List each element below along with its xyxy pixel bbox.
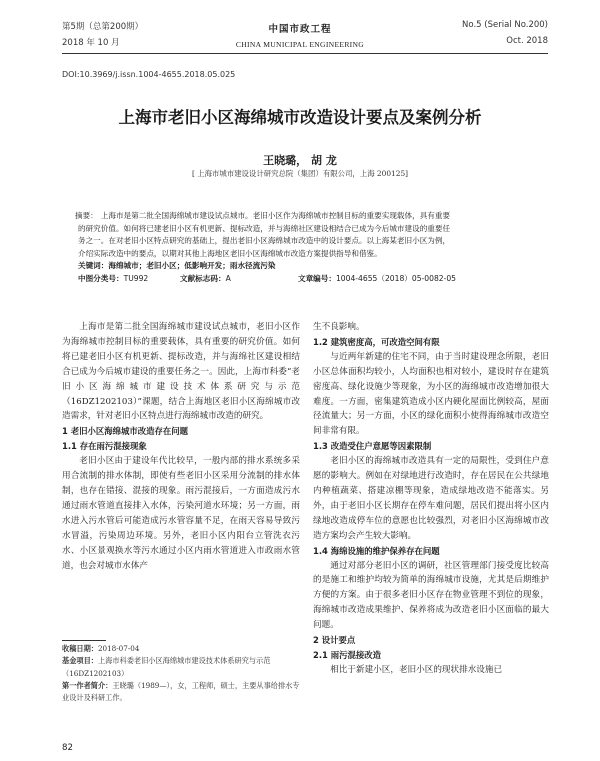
paragraph: 相比于新建小区，老旧小区的现状排水设施已 <box>330 664 503 675</box>
author-bio-label: 第一作者简介： <box>62 680 113 690</box>
paper-title: 上海市老旧小区海绵城市改造设计要点及案例分析 <box>118 108 482 127</box>
abstract-line: 的研究价值。如何将已建老旧小区有机更新、提标改造，并与海绵社区建设相结合已成为今后城市建设的重要任 <box>78 223 451 233</box>
header-rule <box>62 53 548 54</box>
right-column <box>313 320 549 678</box>
doi: DOI:10.3969/j.issn.1004-4655.2018.05.025 <box>62 70 236 79</box>
abstract-block <box>75 210 530 286</box>
journal-logo-text: 中国市政工程 <box>268 24 332 35</box>
abstract-line: 务之一。在对老旧小区特点研究的基础上，提出老旧小区海绵城市改造中的设计要点。以上海某老旧小区为例， <box>78 236 451 246</box>
doc-code-label: 文献标志码： <box>180 273 226 283</box>
subsection-heading: 2.1 雨污混接改造 <box>313 649 382 660</box>
paragraph: 通过对部分老旧小区的调研，社区管理部门接受度比较高的是施工和维护均较为简单的海绵城市设施，尤其是后期维护方便的方案。由于很多老旧小区存在物业管理不到位的现象，海绵城市改造成果维护、保养将成为改造老旧小区面临的最大问题。 <box>313 560 549 631</box>
paragraph: 老旧小区的海绵城市改造具有一定的局限性，受到住户意愿的影响大。例如在对绿地进行改造时，存在居民在公共绿地内种植蔬菜、搭建凉棚等现象，造成绿地改造不能落实。另外，由于老旧小区长期存在停车难问题，居民们提出将小区内绿地改造成停车位的意愿也比较强烈，对老旧小区海绵城市改造方案均会产生较大影响。 <box>313 456 549 541</box>
article-no-label: 文章编号： <box>298 273 336 283</box>
footnotes <box>62 643 302 704</box>
subsection-heading: 1.2 建筑密度高，可改造空间有限 <box>313 336 440 347</box>
keywords-label: 关键词： <box>78 261 109 271</box>
publication-date: 2018 年 10 月 <box>62 38 120 48</box>
received-date: 2018-07-04 <box>97 644 140 653</box>
section-heading: 2 设计要点 <box>313 635 356 646</box>
clc-label: 中图分类号： <box>78 273 124 283</box>
subsection-heading: 1.4 海绵设施的维护保养存在问题 <box>313 545 440 556</box>
clc-value: TU992 <box>123 273 149 283</box>
paragraph: 老旧小区由于建设年代比较早，一般内部的排水系统多采用合流制的排水体制，即使有些老旧小区采用分流制的排水体制，也存在错接、混接的现象。雨污混接后，一方面造成污水通过雨水管道直接排入水体，污染河道水环境；另一方面，雨水进入污水管后可能造成污水管容量不足，在雨天容易导致污水冒溢，污染周边环境。另外，老旧小区内阳台立管洗衣污水、小区景观换水等污水通过小区内雨水管道进入市政雨水管道，也会对城市水体产 <box>62 456 300 571</box>
page-number: 82 <box>62 743 73 753</box>
left-column <box>62 320 300 573</box>
author-bio: 王晓璐（1989—），女，工程师，硕士，主要从事给排水专业设计及科研工作。 <box>62 680 300 703</box>
paragraph: 与近两年新建的住宅不同，由于当时建设理念所限，老旧小区总体面积均较小，人均面积也相对较小，建设时存在建筑密度高、绿化设施少等现象，为小区的海绵城市改造增加很大难度。一方面，密集建筑造成小区内硬化屋面比例较高，屋面径流量大；另一方面，小区的绿化面积小使得海绵城市改造空间非常有限。 <box>313 351 549 437</box>
footnote-rule <box>62 640 106 641</box>
keywords <box>78 260 530 273</box>
abstract-label: 摘要： <box>75 211 98 220</box>
subsection-heading: 1.3 改造受住户意愿等因素限制 <box>313 441 432 452</box>
doc-code-value: A <box>225 273 231 283</box>
received-label: 收稿日期： <box>62 644 98 653</box>
journal-english-name: CHINA MUNICIPAL ENGINEERING <box>235 40 365 49</box>
paragraph-continued: 生不良影响。 <box>313 322 365 332</box>
issue-info: 第5期（总第200期） <box>62 22 144 32</box>
abstract-line: 上海市是第二批全国海绵城市建设试点城市。老旧小区作为海绵城市控制目标的重要实现载体，具有重要 <box>100 211 451 220</box>
abstract <box>75 210 530 260</box>
section-heading: 1 老旧小区海绵城市改造存在问题 <box>62 426 188 437</box>
authors: 王晓璐， 胡 龙 <box>263 154 337 167</box>
issue-info-en: No.5 (Serial No.200) <box>462 20 548 30</box>
paragraph: 上海市是第二批全国海绵城市建设试点城市，老旧小区作为海绵城市控制目标的重要载体，具有重要的研究价值。如何将已建老旧小区有机更新、提标改造，并与海绵社区建设相结合已成为今后城市建设的重要任务之一。因此，上海市科委“老旧小区海绵城市建设技术体系研究与示范（16DZ1202103）”课题，结合上海地区老旧小区海绵城市改造需求，针对老旧小区特点进行海绵城市改造的研究。 <box>62 322 300 422</box>
classification-row <box>78 273 530 286</box>
fund-label: 基金项目： <box>62 656 98 666</box>
subsection-heading: 1.1 存在雨污混接现象 <box>62 441 147 452</box>
abstract-line: 介绍实际改造中的要点，以期对其他上海地区老旧小区海绵城市改造方案提供指导和借鉴。 <box>78 248 382 258</box>
keywords-text: 海绵城市；老旧小区；低影响开发；雨水径流污染 <box>108 261 276 271</box>
article-no-value: 1004-4655（2018）05-0082-05 <box>335 273 457 283</box>
publication-date-en: Oct. 2018 <box>506 36 548 46</box>
fund-text: 上海市科委老旧小区海绵城市建设技术体系研究与示范（16DZ1202103） <box>62 656 271 678</box>
affiliation: [ 上海市城市建设设计研究总院（集团）有限公司，上海 200125] <box>191 169 409 178</box>
